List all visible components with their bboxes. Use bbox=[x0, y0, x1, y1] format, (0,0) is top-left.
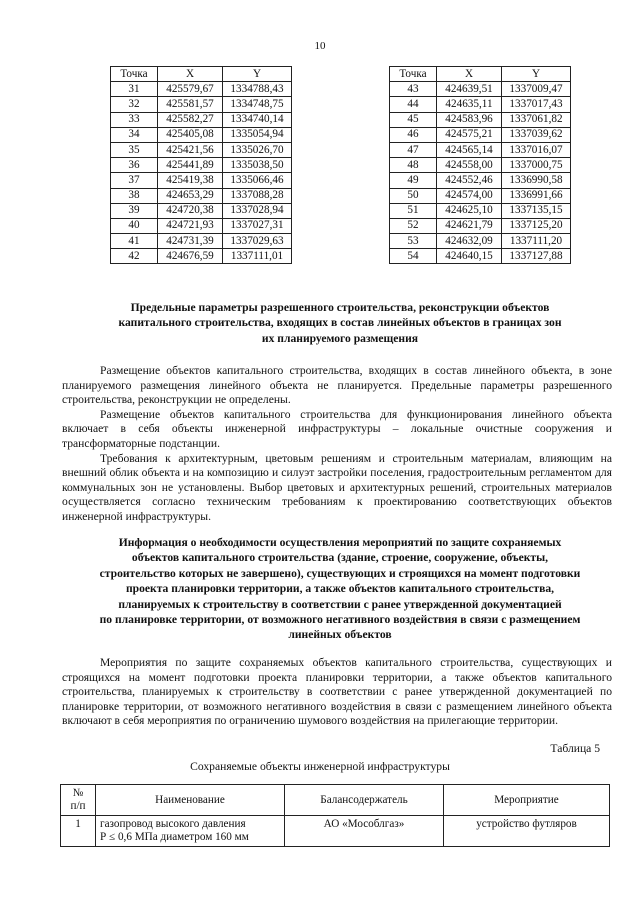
coordinates-table-left bbox=[110, 66, 292, 264]
cell-x: 425441,89 bbox=[158, 158, 223, 173]
objects-header-row bbox=[61, 785, 610, 816]
cell-point: 35 bbox=[111, 142, 158, 157]
cell-y: 1335026,70 bbox=[223, 142, 292, 157]
section-heading-parameters bbox=[70, 300, 610, 346]
cell-point: 37 bbox=[111, 173, 158, 188]
cell-x: 424676,59 bbox=[158, 249, 223, 264]
cell-y: 1337111,20 bbox=[502, 234, 571, 249]
cell-x: 424635,11 bbox=[437, 97, 502, 112]
cell-y: 1337135,15 bbox=[502, 203, 571, 218]
cell-y: 1335038,50 bbox=[223, 158, 292, 173]
section-heading-protection bbox=[70, 535, 610, 643]
coordinate-row bbox=[111, 173, 292, 188]
coordinate-row bbox=[390, 249, 571, 264]
heading-line: капитального строительства, входящих в состав линейных объектов в границах зон bbox=[118, 316, 562, 330]
cell-x: 424632,09 bbox=[437, 234, 502, 249]
cell-y: 1337125,20 bbox=[502, 218, 571, 233]
coordinate-row bbox=[390, 112, 571, 127]
cell-y: 1337009,47 bbox=[502, 82, 571, 97]
cell-x: 424640,15 bbox=[437, 249, 502, 264]
cell-y: 1334788,43 bbox=[223, 82, 292, 97]
coordinate-row bbox=[390, 218, 571, 233]
cell-x: 424639,51 bbox=[437, 82, 502, 97]
cell-x: 424565,14 bbox=[437, 142, 502, 157]
cell-x: 424621,79 bbox=[437, 218, 502, 233]
coordinate-row bbox=[390, 203, 571, 218]
coordinate-row bbox=[111, 158, 292, 173]
cell-x: 425405,08 bbox=[158, 127, 223, 142]
cell-y: 1337029,63 bbox=[223, 234, 292, 249]
cell-y: 1337028,94 bbox=[223, 203, 292, 218]
coordinate-row bbox=[111, 127, 292, 142]
cell-point: 39 bbox=[111, 203, 158, 218]
coordinate-row bbox=[111, 203, 292, 218]
coordinate-row bbox=[111, 234, 292, 249]
cell-y: 1337000,75 bbox=[502, 158, 571, 173]
coordinate-row bbox=[390, 97, 571, 112]
heading-line: планируемых к строительству в соответствии с ранее утвержденной документацией bbox=[118, 597, 562, 611]
cell-point: 53 bbox=[390, 234, 437, 249]
cell-owner: АО «Мособлгаз» bbox=[285, 816, 444, 847]
cell-point: 33 bbox=[111, 112, 158, 127]
cell-point: 38 bbox=[111, 188, 158, 203]
heading-line: Информация о необходимости осуществления мероприятий по защите сохраняемых bbox=[118, 536, 562, 549]
coordinate-row bbox=[390, 158, 571, 173]
cell-y: 1334748,75 bbox=[223, 97, 292, 112]
heading-line: их планируемого размещения bbox=[261, 331, 419, 345]
cell-y: 1335054,94 bbox=[223, 127, 292, 142]
cell-point: 34 bbox=[111, 127, 158, 142]
cell-x: 425582,27 bbox=[158, 112, 223, 127]
header-x: X bbox=[437, 67, 502, 82]
section-body-protection bbox=[62, 656, 612, 729]
cell-point: 47 bbox=[390, 142, 437, 157]
header-owner: Балансодержатель bbox=[285, 785, 444, 816]
cell-y: 1334740,14 bbox=[223, 112, 292, 127]
coordinate-row bbox=[390, 188, 571, 203]
cell-y: 1337061,82 bbox=[502, 112, 571, 127]
paragraph: Размещение объектов капитального строительства, входящих в состав линейного объекта, в зоне планируемого размещения линейного объекта не планируется. Предельные параметры разрешенного строительства, реконструкции не определены. bbox=[62, 364, 612, 407]
header-point: Точка bbox=[390, 67, 437, 82]
coordinate-row bbox=[111, 218, 292, 233]
cell-x: 424625,10 bbox=[437, 203, 502, 218]
coordinate-row bbox=[390, 142, 571, 157]
cell-x: 425581,57 bbox=[158, 97, 223, 112]
cell-point: 46 bbox=[390, 127, 437, 142]
cell-x: 424720,38 bbox=[158, 203, 223, 218]
coordinate-row bbox=[111, 97, 292, 112]
cell-y: 1336990,58 bbox=[502, 173, 571, 188]
coordinates-table-right bbox=[389, 66, 571, 264]
paragraph: Мероприятия по защите сохраняемых объектов капитального строительства, существующих и строящихся на момент подготовки проекта планировки территории, а также объектов капитального строительства, планируемых к строительству в соответствии с ранее утвержденной документацией по планировке территории, от возможного негативного воздействия в связи с размещением линейного объекта включают в себя мероприятия по ограничению шумового воздействия на прилегающие территории. bbox=[62, 656, 612, 728]
coordinate-row bbox=[390, 173, 571, 188]
cell-measure: устройство футляров bbox=[444, 816, 610, 847]
cell-y: 1337127,88 bbox=[502, 249, 571, 264]
header-point: Точка bbox=[111, 67, 158, 82]
cell-name: газопровод высокого давления Р ≤ 0,6 МПа диаметром 160 мм bbox=[96, 816, 285, 847]
cell-point: 52 bbox=[390, 218, 437, 233]
cell-point: 32 bbox=[111, 97, 158, 112]
heading-line: по планировке территории, от возможного негативного воздействия в связи с размещением bbox=[99, 613, 581, 627]
coordinate-row bbox=[111, 249, 292, 264]
cell-y: 1337017,43 bbox=[502, 97, 571, 112]
cell-point: 45 bbox=[390, 112, 437, 127]
coordinate-row bbox=[111, 82, 292, 97]
cell-x: 424558,00 bbox=[437, 158, 502, 173]
cell-x: 425421,56 bbox=[158, 142, 223, 157]
section-body-parameters bbox=[62, 364, 612, 525]
coordinates-header-row bbox=[111, 67, 292, 82]
cell-y: 1337088,28 bbox=[223, 188, 292, 203]
cell-y: 1337111,01 bbox=[223, 249, 292, 264]
cell-point: 42 bbox=[111, 249, 158, 264]
cell-x: 424721,93 bbox=[158, 218, 223, 233]
cell-y: 1336991,66 bbox=[502, 188, 571, 203]
cell-y: 1337016,07 bbox=[502, 142, 571, 157]
cell-point: 31 bbox=[111, 82, 158, 97]
coordinate-row bbox=[111, 112, 292, 127]
cell-point: 51 bbox=[390, 203, 437, 218]
page-number: 10 bbox=[314, 40, 326, 52]
heading-line: Предельные параметры разрешенного строительства, реконструкции объектов bbox=[130, 301, 550, 314]
header-y: Y bbox=[502, 67, 571, 82]
cell-x: 425419,38 bbox=[158, 173, 223, 188]
table-row bbox=[61, 816, 610, 847]
cell-point: 36 bbox=[111, 158, 158, 173]
cell-x: 425579,67 bbox=[158, 82, 223, 97]
coordinates-header-row bbox=[390, 67, 571, 82]
header-y: Y bbox=[223, 67, 292, 82]
cell-point: 54 bbox=[390, 249, 437, 264]
coordinate-row bbox=[111, 188, 292, 203]
cell-x: 424574,00 bbox=[437, 188, 502, 203]
cell-x: 424575,21 bbox=[437, 127, 502, 142]
cell-y: 1335066,46 bbox=[223, 173, 292, 188]
preserved-objects-table bbox=[60, 784, 610, 847]
cell-x: 424552,46 bbox=[437, 173, 502, 188]
coordinate-row bbox=[390, 127, 571, 142]
cell-y: 1337027,31 bbox=[223, 218, 292, 233]
cell-point: 43 bbox=[390, 82, 437, 97]
cell-y: 1337039,62 bbox=[502, 127, 571, 142]
header-name: Наименование bbox=[96, 785, 285, 816]
cell-point: 50 bbox=[390, 188, 437, 203]
heading-line: линейных объектов bbox=[288, 628, 392, 642]
heading-line: объектов капитального строительства (здание, строение, сооружение, объекты, bbox=[131, 551, 549, 565]
cell-point: 44 bbox=[390, 97, 437, 112]
table-title: Сохраняемые объекты инженерной инфраструктуры bbox=[190, 760, 450, 773]
heading-line: проекта планировки территории, а также объектов капитального строительства, bbox=[125, 582, 555, 596]
cell-x: 424583,96 bbox=[437, 112, 502, 127]
paragraph: Размещение объектов капитального строительства для функционирования линейного объекта включает в себя объекты инженерной инфраструктуры – локальные очистные сооружения и трансформаторные подстанции. bbox=[62, 407, 612, 450]
coordinate-row bbox=[390, 82, 571, 97]
cell-point: 48 bbox=[390, 158, 437, 173]
header-measure: Мероприятие bbox=[444, 785, 610, 816]
cell-x: 424653,29 bbox=[158, 188, 223, 203]
cell-point: 40 bbox=[111, 218, 158, 233]
cell-x: 424731,39 bbox=[158, 234, 223, 249]
coordinate-row bbox=[390, 234, 571, 249]
cell-point: 49 bbox=[390, 173, 437, 188]
table-label: Таблица 5 bbox=[550, 742, 600, 755]
heading-line: строительство которых не завершено), существующих и строящихся на момент подготовки bbox=[99, 566, 581, 580]
coordinate-row bbox=[111, 142, 292, 157]
header-number: № п/п bbox=[61, 785, 96, 816]
paragraph: Требования к архитектурным, цветовым решениям и строительным материалам, влияющим на внешний облик объекта и на композицию и силуэт застройки поселения, градостроительным регламентом для коммунальных зон не установлены. Выбор цветовых и архитектурных решений, строительных материалов осуществляется согласно техническим требованиям к проектированию соответствующих объектов инженерной инфраструктуры. bbox=[62, 451, 612, 523]
cell-point: 41 bbox=[111, 234, 158, 249]
header-x: X bbox=[158, 67, 223, 82]
cell-number: 1 bbox=[61, 816, 96, 847]
